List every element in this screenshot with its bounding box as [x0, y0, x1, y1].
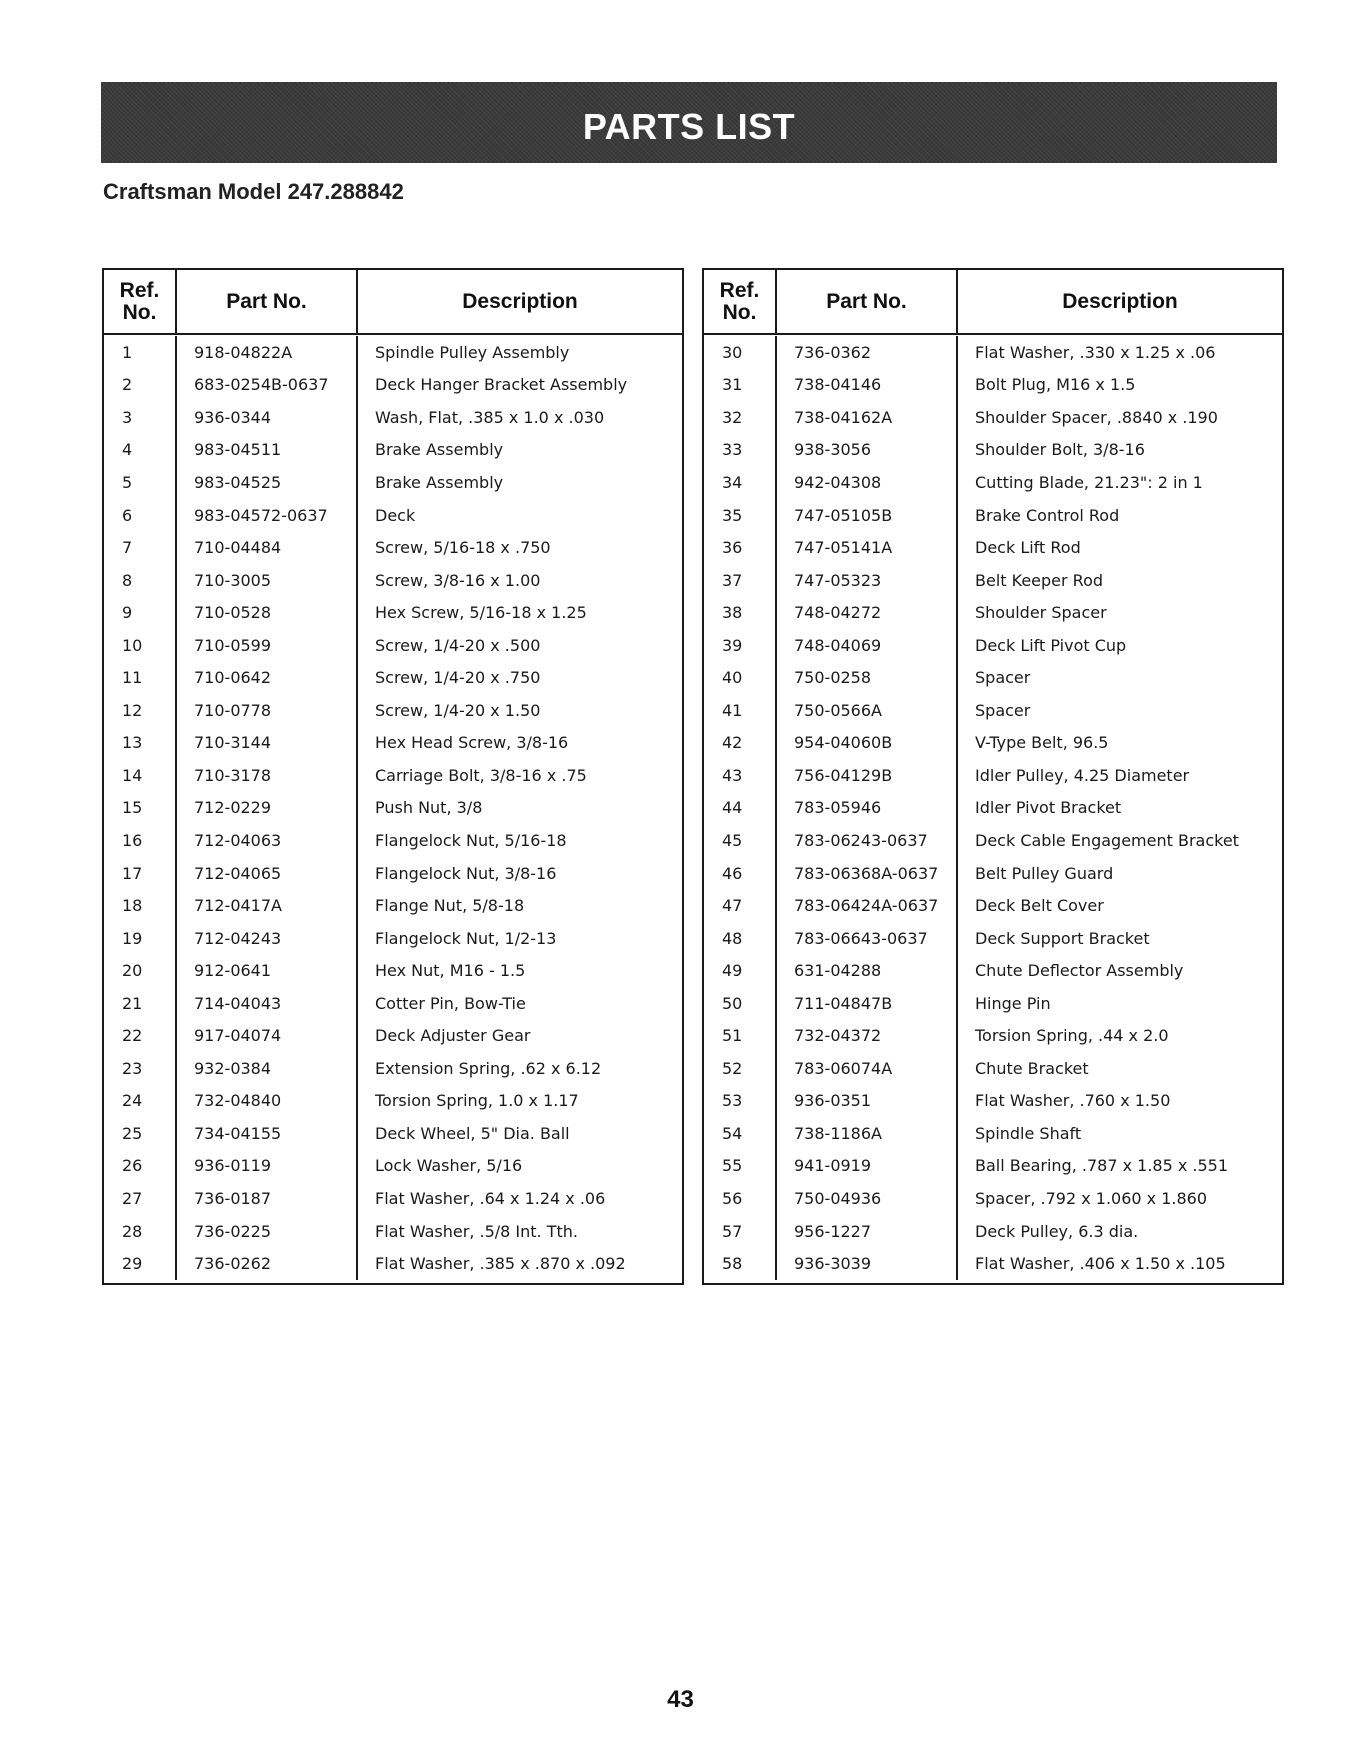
description-cell: Hex Head Screw, 3/8-16 [375, 733, 569, 753]
table-row [704, 1085, 1282, 1118]
table-row [104, 1052, 682, 1085]
part-no-cell: 747-05105B [777, 499, 958, 532]
ref-no-cell: 34 [704, 466, 777, 499]
description-cell: Spindle Pulley Assembly [375, 342, 570, 362]
table-row [104, 564, 682, 597]
description-cell: Screw, 1/4-20 x 1.50 [375, 700, 541, 720]
part-no-cell: 983-04572-0637 [177, 499, 358, 532]
table-body [104, 335, 682, 1283]
part-no-cell: 954-04060B [777, 727, 958, 760]
description-cell: Flangelock Nut, 3/8-16 [375, 863, 557, 883]
table-row [704, 954, 1282, 987]
description-cell: Flat Washer, .330 x 1.25 x .06 [975, 342, 1216, 362]
description-cell: Screw, 1/4-20 x .750 [375, 668, 541, 688]
ref-no-cell: 33 [704, 434, 777, 467]
ref-no-cell: 58 [704, 1247, 777, 1280]
description-cell: Carriage Bolt, 3/8-16 x .75 [375, 765, 587, 785]
part-no-cell: 936-0119 [177, 1150, 358, 1183]
ref-no-cell: 30 [704, 336, 777, 369]
part-no-cell: 748-04069 [777, 629, 958, 662]
part-no-cell: 983-04525 [177, 466, 358, 499]
ref-no-cell: 28 [104, 1215, 177, 1248]
part-no-cell: 783-05946 [777, 792, 958, 825]
table-row [104, 987, 682, 1020]
ref-header-line1: Ref. [119, 278, 160, 302]
parts-table-right [702, 268, 1284, 1285]
part-no-cell: 712-0229 [177, 792, 358, 825]
description-cell: Deck Lift Rod [975, 538, 1081, 558]
part-no-cell: 936-0344 [177, 401, 358, 434]
part-no-cell: 711-04847B [777, 987, 958, 1020]
ref-no-cell: 8 [104, 564, 177, 597]
description-cell: Torsion Spring, 1.0 x 1.17 [375, 1091, 579, 1111]
ref-no-cell: 4 [104, 434, 177, 467]
table-row [104, 1117, 682, 1150]
part-no-cell: 710-0642 [177, 661, 358, 694]
table-row [704, 1019, 1282, 1052]
ref-no-cell: 9 [104, 596, 177, 629]
part-no-cell: 736-0262 [177, 1247, 358, 1280]
ref-no-cell: 16 [104, 824, 177, 857]
ref-no-cell: 32 [704, 401, 777, 434]
banner-title: PARTS LIST [582, 105, 796, 147]
ref-header-line2: No. [122, 300, 157, 324]
part-no-cell: 936-3039 [777, 1247, 958, 1280]
description-header: Description [462, 289, 578, 313]
part-no-cell: 710-04484 [177, 531, 358, 564]
ref-no-cell: 52 [704, 1052, 777, 1085]
ref-no-cell: 35 [704, 499, 777, 532]
description-cell: Brake Assembly [375, 472, 504, 492]
description-cell: Ball Bearing, .787 x 1.85 x .551 [975, 1156, 1229, 1176]
description-cell: Deck Lift Pivot Cup [975, 635, 1127, 655]
table-row [704, 1052, 1282, 1085]
table-row [704, 857, 1282, 890]
part-no-cell: 712-0417A [177, 889, 358, 922]
table-header [104, 270, 682, 335]
table-row [104, 694, 682, 727]
description-cell: V-Type Belt, 96.5 [975, 733, 1109, 753]
ref-no-cell: 50 [704, 987, 777, 1020]
ref-no-cell: 13 [104, 727, 177, 760]
part-no-cell: 941-0919 [777, 1150, 958, 1183]
ref-no-cell: 41 [704, 694, 777, 727]
description-cell: Extension Spring, .62 x 6.12 [375, 1058, 602, 1078]
description-cell: Screw, 3/8-16 x 1.00 [375, 570, 541, 590]
part-no-cell: 942-04308 [777, 466, 958, 499]
ref-no-header [104, 270, 177, 333]
table-row [104, 499, 682, 532]
part-no-cell: 631-04288 [777, 954, 958, 987]
table-row [704, 596, 1282, 629]
ref-no-cell: 44 [704, 792, 777, 825]
table-row [104, 466, 682, 499]
ref-no-cell: 45 [704, 824, 777, 857]
ref-no-cell: 12 [104, 694, 177, 727]
description-cell: Screw, 5/16-18 x .750 [375, 538, 551, 558]
table-row [704, 466, 1282, 499]
table-row [704, 661, 1282, 694]
part-no-cell: 710-0528 [177, 596, 358, 629]
table-row [104, 727, 682, 760]
table-row [704, 564, 1282, 597]
ref-no-cell: 48 [704, 922, 777, 955]
ref-no-cell: 31 [704, 369, 777, 402]
description-cell: Deck Belt Cover [975, 896, 1104, 916]
description-cell: Flange Nut, 5/8-18 [375, 896, 525, 916]
ref-no-cell: 23 [104, 1052, 177, 1085]
table-row [104, 1085, 682, 1118]
description-cell: Deck Pulley, 6.3 dia. [975, 1221, 1139, 1241]
description-header: Description [1062, 289, 1178, 313]
ref-no-cell: 17 [104, 857, 177, 890]
table-row [104, 857, 682, 890]
table-row [704, 336, 1282, 369]
table-row [704, 499, 1282, 532]
part-no-cell: 783-06243-0637 [777, 824, 958, 857]
description-cell: Flat Washer, .760 x 1.50 [975, 1091, 1171, 1111]
part-no-cell: 732-04840 [177, 1085, 358, 1118]
part-no-cell: 756-04129B [777, 759, 958, 792]
description-cell: Spacer, .792 x 1.060 x 1.860 [975, 1188, 1208, 1208]
table-row [104, 629, 682, 662]
ref-no-cell: 40 [704, 661, 777, 694]
ref-header-line2: No. [722, 300, 757, 324]
part-no-cell: 712-04243 [177, 922, 358, 955]
ref-no-cell: 18 [104, 889, 177, 922]
ref-no-cell: 29 [104, 1247, 177, 1280]
table-row [704, 759, 1282, 792]
description-cell: Belt Keeper Rod [975, 570, 1104, 590]
table-row [104, 401, 682, 434]
ref-no-cell: 2 [104, 369, 177, 402]
part-no-cell: 750-0566A [777, 694, 958, 727]
part-no-cell: 917-04074 [177, 1019, 358, 1052]
table-row [104, 336, 682, 369]
description-cell: Wash, Flat, .385 x 1.0 x .030 [375, 407, 605, 427]
model-heading: Craftsman Model 247.288842 [103, 179, 404, 204]
description-cell: Bolt Plug, M16 x 1.5 [975, 375, 1136, 395]
description-cell: Screw, 1/4-20 x .500 [375, 635, 541, 655]
description-cell: Lock Washer, 5/16 [375, 1156, 523, 1176]
table-row [704, 1117, 1282, 1150]
ref-no-cell: 15 [104, 792, 177, 825]
description-cell: Hex Screw, 5/16-18 x 1.25 [375, 603, 587, 623]
table-row [704, 629, 1282, 662]
table-row [704, 694, 1282, 727]
description-cell: Push Nut, 3/8 [375, 798, 483, 818]
part-no-cell: 750-0258 [777, 661, 958, 694]
table-row [704, 889, 1282, 922]
description-cell: Flat Washer, .385 x .870 x .092 [375, 1254, 626, 1274]
table-body [704, 335, 1282, 1283]
ref-no-cell: 27 [104, 1182, 177, 1215]
part-no-cell: 736-0225 [177, 1215, 358, 1248]
part-no-cell: 912-0641 [177, 954, 358, 987]
ref-no-cell: 5 [104, 466, 177, 499]
table-row [704, 824, 1282, 857]
part-no-cell: 738-1186A [777, 1117, 958, 1150]
part-no-cell: 738-04162A [777, 401, 958, 434]
description-cell: Cutting Blade, 21.23": 2 in 1 [975, 472, 1203, 492]
ref-no-cell: 1 [104, 336, 177, 369]
ref-no-cell: 3 [104, 401, 177, 434]
table-row [104, 369, 682, 402]
ref-no-cell: 51 [704, 1019, 777, 1052]
part-no-cell: 750-04936 [777, 1182, 958, 1215]
part-no-cell: 736-0187 [177, 1182, 358, 1215]
ref-no-cell: 25 [104, 1117, 177, 1150]
part-no-cell: 710-3144 [177, 727, 358, 760]
description-cell: Shoulder Spacer [975, 603, 1107, 623]
table-row [704, 727, 1282, 760]
table-header [704, 270, 1282, 335]
table-row [704, 401, 1282, 434]
ref-no-cell: 47 [704, 889, 777, 922]
page-number: 43 [667, 1686, 694, 1713]
table-row [104, 1247, 682, 1280]
part-no-header: Part No. [777, 270, 958, 333]
ref-no-cell: 11 [104, 661, 177, 694]
table-row [704, 1247, 1282, 1280]
table-row [704, 1215, 1282, 1248]
description-cell: Spindle Shaft [975, 1123, 1082, 1143]
description-cell: Torsion Spring, .44 x 2.0 [975, 1026, 1169, 1046]
table-row [104, 531, 682, 564]
part-no-cell: 938-3056 [777, 434, 958, 467]
parts-table-left [102, 268, 684, 1285]
ref-no-cell: 56 [704, 1182, 777, 1215]
description-cell: Chute Bracket [975, 1058, 1089, 1078]
part-no-cell: 732-04372 [777, 1019, 958, 1052]
table-row [104, 1182, 682, 1215]
ref-no-cell: 46 [704, 857, 777, 890]
table-row [704, 987, 1282, 1020]
ref-no-cell: 43 [704, 759, 777, 792]
description-cell: Deck Hanger Bracket Assembly [375, 375, 628, 395]
description-cell: Deck Support Bracket [975, 928, 1150, 948]
table-row [104, 434, 682, 467]
table-row [704, 531, 1282, 564]
ref-no-cell: 39 [704, 629, 777, 662]
table-row [104, 824, 682, 857]
ref-no-cell: 53 [704, 1085, 777, 1118]
ref-no-cell: 6 [104, 499, 177, 532]
table-row [104, 792, 682, 825]
part-no-cell: 710-0778 [177, 694, 358, 727]
ref-no-cell: 54 [704, 1117, 777, 1150]
part-no-cell: 783-06368A-0637 [777, 857, 958, 890]
description-cell: Flat Washer, .64 x 1.24 x .06 [375, 1188, 606, 1208]
ref-no-cell: 42 [704, 727, 777, 760]
part-no-cell: 683-0254B-0637 [177, 369, 358, 402]
part-no-cell: 712-04065 [177, 857, 358, 890]
description-cell: Chute Deflector Assembly [975, 961, 1184, 981]
description-cell: Idler Pulley, 4.25 Diameter [975, 765, 1190, 785]
ref-no-cell: 26 [104, 1150, 177, 1183]
part-no-header: Part No. [177, 270, 358, 333]
part-no-cell: 710-0599 [177, 629, 358, 662]
part-no-cell: 783-06643-0637 [777, 922, 958, 955]
ref-no-cell: 37 [704, 564, 777, 597]
part-no-cell: 736-0362 [777, 336, 958, 369]
table-row [104, 889, 682, 922]
ref-no-cell: 14 [104, 759, 177, 792]
table-row [104, 661, 682, 694]
part-no-cell: 932-0384 [177, 1052, 358, 1085]
part-no-cell: 747-05323 [777, 564, 958, 597]
ref-no-cell: 7 [104, 531, 177, 564]
description-cell: Shoulder Spacer, .8840 x .190 [975, 407, 1218, 427]
description-cell: Idler Pivot Bracket [975, 798, 1122, 818]
description-cell: Shoulder Bolt, 3/8-16 [975, 440, 1145, 460]
table-row [104, 596, 682, 629]
part-no-cell: 783-06424A-0637 [777, 889, 958, 922]
description-cell: Brake Assembly [375, 440, 504, 460]
ref-no-cell: 49 [704, 954, 777, 987]
part-no-cell: 936-0351 [777, 1085, 958, 1118]
description-cell: Cotter Pin, Bow-Tie [375, 993, 526, 1013]
ref-no-header [704, 270, 777, 333]
table-row [104, 1150, 682, 1183]
table-row [704, 369, 1282, 402]
part-no-cell: 738-04146 [777, 369, 958, 402]
table-row [704, 1150, 1282, 1183]
description-cell: Brake Control Rod [975, 505, 1120, 525]
table-row [104, 922, 682, 955]
ref-no-cell: 22 [104, 1019, 177, 1052]
parts-list-banner [101, 82, 1277, 163]
part-no-cell: 734-04155 [177, 1117, 358, 1150]
ref-no-cell: 36 [704, 531, 777, 564]
table-row [704, 434, 1282, 467]
part-no-cell: 710-3005 [177, 564, 358, 597]
ref-no-cell: 24 [104, 1085, 177, 1118]
ref-no-cell: 38 [704, 596, 777, 629]
description-cell: Belt Pulley Guard [975, 863, 1114, 883]
description-cell: Spacer [975, 668, 1031, 688]
part-no-cell: 983-04511 [177, 434, 358, 467]
description-cell: Deck Wheel, 5" Dia. Ball [375, 1123, 570, 1143]
table-row [704, 792, 1282, 825]
description-cell: Flat Washer, .5/8 Int. Tth. [375, 1221, 578, 1241]
ref-no-cell: 57 [704, 1215, 777, 1248]
part-no-cell: 712-04063 [177, 824, 358, 857]
ref-no-cell: 21 [104, 987, 177, 1020]
ref-no-cell: 20 [104, 954, 177, 987]
part-no-cell: 748-04272 [777, 596, 958, 629]
part-no-cell: 710-3178 [177, 759, 358, 792]
ref-header-line1: Ref. [719, 278, 760, 302]
description-cell: Flangelock Nut, 1/2-13 [375, 928, 557, 948]
table-row [104, 759, 682, 792]
table-row [104, 954, 682, 987]
description-cell: Deck [375, 505, 416, 525]
description-cell: Deck Cable Engagement Bracket [975, 830, 1239, 850]
part-no-cell: 783-06074A [777, 1052, 958, 1085]
description-cell: Hinge Pin [975, 993, 1051, 1013]
description-cell: Spacer [975, 700, 1031, 720]
description-cell: Deck Adjuster Gear [375, 1026, 531, 1046]
ref-no-cell: 19 [104, 922, 177, 955]
ref-no-cell: 10 [104, 629, 177, 662]
description-cell: Flangelock Nut, 5/16-18 [375, 830, 567, 850]
table-row [104, 1019, 682, 1052]
part-no-cell: 747-05141A [777, 531, 958, 564]
part-no-cell: 918-04822A [177, 336, 358, 369]
table-row [704, 922, 1282, 955]
description-cell: Hex Nut, M16 - 1.5 [375, 961, 526, 981]
table-row [704, 1182, 1282, 1215]
part-no-cell: 714-04043 [177, 987, 358, 1020]
ref-no-cell: 55 [704, 1150, 777, 1183]
part-no-cell: 956-1227 [777, 1215, 958, 1248]
description-cell: Flat Washer, .406 x 1.50 x .105 [975, 1254, 1226, 1274]
table-row [104, 1215, 682, 1248]
